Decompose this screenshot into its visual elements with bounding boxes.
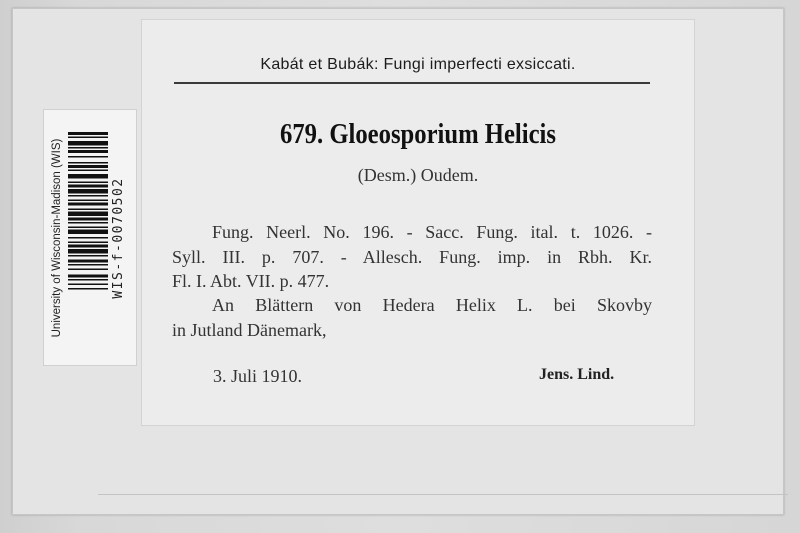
- envelope-fold-line: [98, 494, 788, 495]
- header-rule: [174, 82, 650, 84]
- citation-line-1: Fung. Neerl. No. 196. - Sacc. Fung. ital. t. 1026. -: [212, 222, 652, 242]
- locality-block: [172, 293, 652, 342]
- series-header: Kabát et Bubák: Fungi imperfecti exsiccati.: [260, 56, 576, 73]
- barcode-bars: [68, 132, 108, 338]
- species-title: 679. Gloeosporium Helicis: [280, 118, 556, 150]
- barcode-number: WIS-f-0070502: [111, 177, 126, 299]
- institution-text: University of Wisconsin-Madison (WIS): [51, 138, 63, 338]
- species-authority: (Desm.) Oudem.: [357, 165, 479, 185]
- citation-line-2: Syll. III. p. 707. - Allesch. Fung. imp. in Rbh. Kr.: [172, 246, 652, 267]
- locality-line-2: in Jutland Dänemark,: [172, 319, 327, 340]
- citation-line-3: Fl. I. Abt. VII. p. 477.: [172, 271, 330, 291]
- barcode-label: [43, 109, 137, 366]
- collector-name: Jens. Lind.: [539, 366, 615, 383]
- collection-date: 3. Juli 1910.: [213, 366, 303, 386]
- specimen-envelope: [12, 8, 784, 515]
- citation-block: [172, 220, 652, 294]
- locality-line-1: An Blättern von Hedera Helix L. bei Skovby: [212, 295, 652, 315]
- specimen-label: [141, 19, 695, 426]
